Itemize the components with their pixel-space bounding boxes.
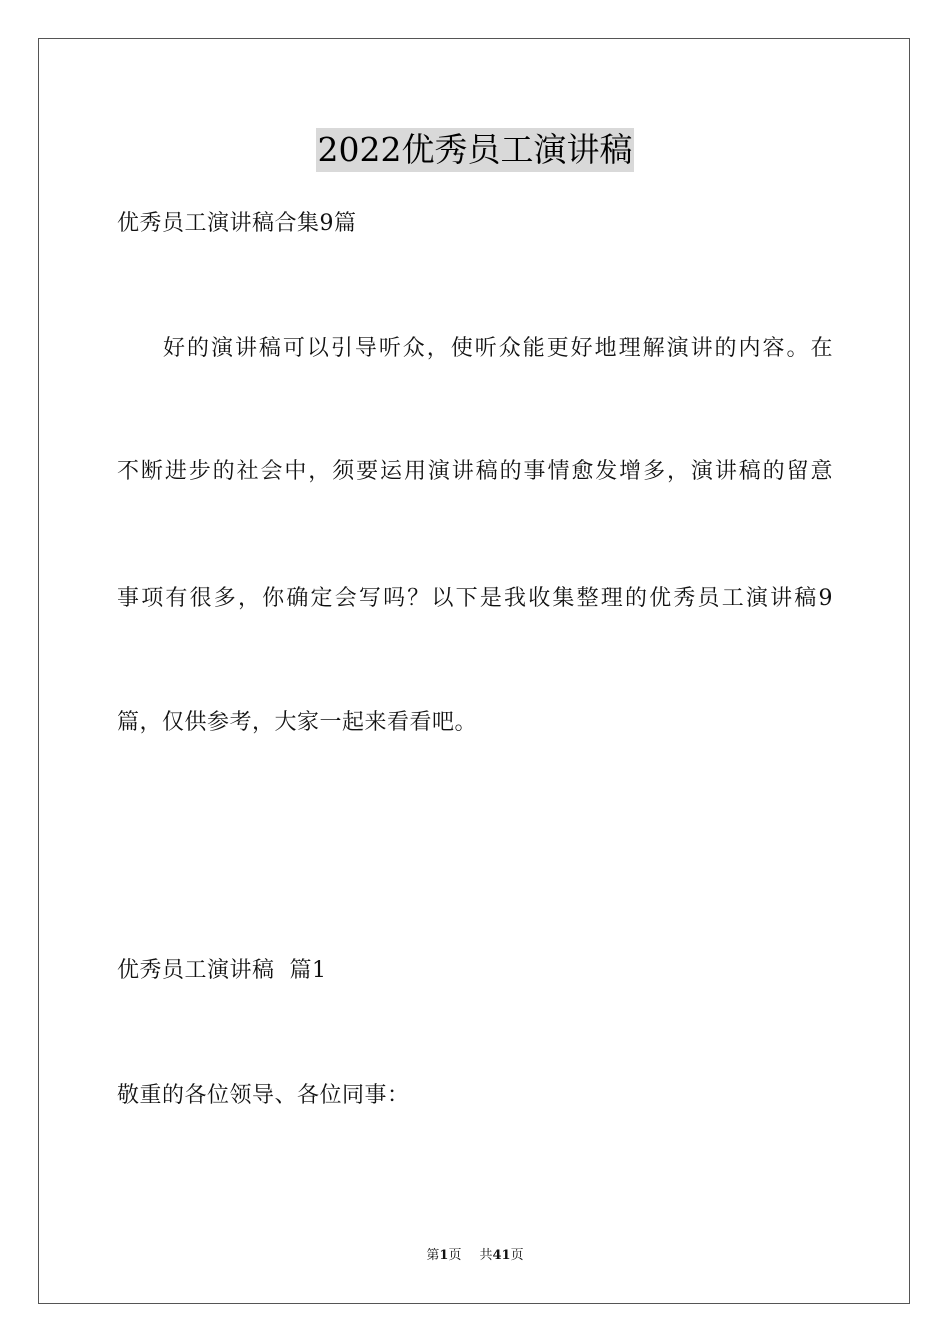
document-title: 2022优秀员工演讲稿 (316, 128, 635, 172)
salutation: 敬重的各位领导、各位同事： (117, 1083, 410, 1108)
title-container (0, 128, 950, 172)
section-heading: 优秀员工演讲稿 篇1 (117, 958, 327, 983)
intro-line-4: 篇，仅供参考，大家一起来看看吧。 (117, 710, 478, 735)
intro-line-2: 不断进步的社会中，须要运用演讲稿的事情愈发增多，演讲稿的留意 (117, 459, 833, 484)
intro-line-1: 好的演讲稿可以引导听众，使听众能更好地理解演讲的内容。在 (163, 336, 833, 361)
total-prefix: 共 (479, 1248, 493, 1263)
total-pages: 41 (492, 1248, 511, 1263)
total-suffix: 页 (510, 1248, 524, 1263)
document-subtitle: 优秀员工演讲稿合集9篇 (117, 211, 357, 236)
page-prefix: 第 (426, 1248, 440, 1263)
intro-line-3: 事项有很多，你确定会写吗？以下是我收集整理的优秀员工演讲稿9 (117, 586, 833, 611)
page-number: 1 (439, 1248, 449, 1263)
page-footer (0, 1246, 950, 1266)
page-suffix: 页 (448, 1248, 462, 1263)
